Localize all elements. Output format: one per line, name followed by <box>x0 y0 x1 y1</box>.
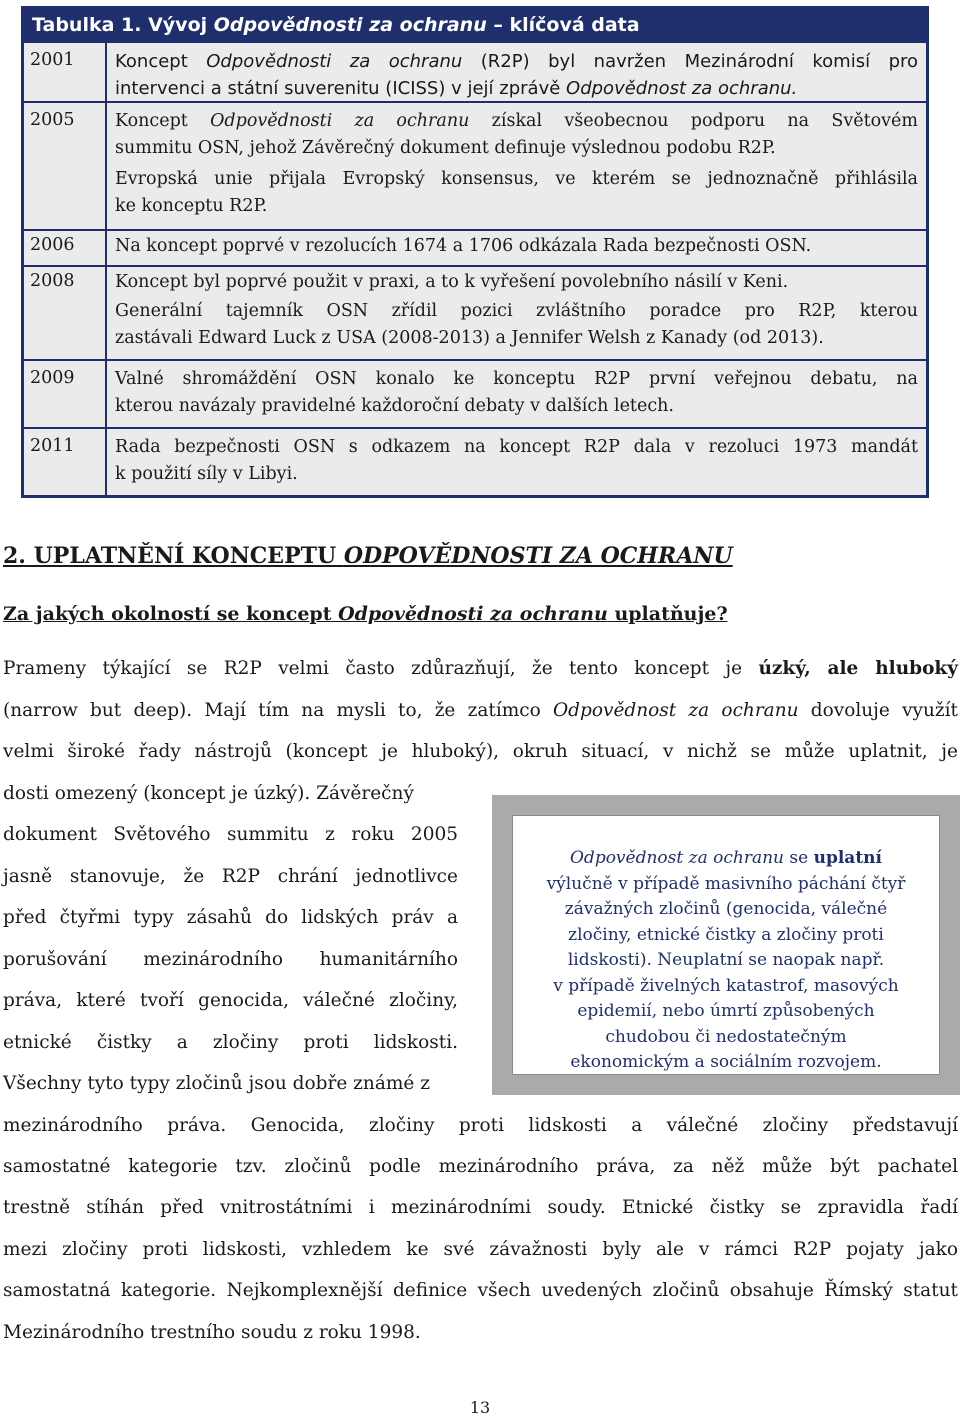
question-text: Za jakých okolností se koncept <box>3 603 339 625</box>
event-line: kterou navázaly pravidelné každoroční debaty v dalších letech. <box>115 396 674 416</box>
year-cell: 2009 <box>24 361 107 427</box>
event-line <box>115 75 918 102</box>
year-cell: 2011 <box>24 429 107 495</box>
heading-text: 2. UPLATNĚNÍ KONCEPTU <box>3 543 344 569</box>
year-cell: 2005 <box>24 103 107 229</box>
bold-text: úzký, ale hluboký <box>758 658 958 679</box>
event-cell <box>107 43 926 108</box>
question-italic: Odpovědnosti za ochranu <box>338 603 608 625</box>
paragraph-line: mezinárodního práva. Genocida, zločiny proti lidskosti a válečné zločiny představují <box>3 1115 958 1136</box>
event-line: Generální tajemník OSN zřídil pozici zvláštního poradce pro R2P, kterou <box>115 301 918 321</box>
year-cell: 2001 <box>24 43 107 101</box>
event-line: k použití síly v Libyi. <box>115 464 298 484</box>
callout-line: závažných zločinů (genocida, válečné <box>564 899 888 919</box>
event-cell <box>107 103 926 164</box>
section-heading <box>3 543 733 569</box>
callout-line: ekonomickým a sociálním rozvojem. <box>570 1052 882 1072</box>
table-row <box>24 101 926 229</box>
heading-italic: ODPOVĚDNOSTI ZA OCHRANU <box>343 543 733 569</box>
paragraph-line: Mezinárodního trestního soudu z roku 1998. <box>3 1322 421 1343</box>
paragraph-line: dosti omezený (koncept je úzký). Závěrečný <box>3 783 414 804</box>
text: dovoluje využít <box>798 700 958 721</box>
italic-text: Odpovědnosti za ochranu <box>206 51 463 72</box>
table-row <box>24 359 926 427</box>
event-line: ke konceptu R2P. <box>115 196 268 216</box>
event-line: Valné shromáždění OSN konalo ke konceptu R2P první veřejnou debatu, na <box>115 369 918 389</box>
paragraph-line: porušování mezinárodního humanitárního <box>3 949 458 970</box>
key-dates-table <box>21 6 929 498</box>
event-line <box>115 108 918 135</box>
table-row <box>24 265 926 359</box>
paragraph-line: před čtyřmi typy zásahů do lidských práv a <box>3 907 458 928</box>
text: Koncept <box>115 51 207 72</box>
text: (narrow but deep). Mají tím na mysli to, že zatímco <box>3 700 553 721</box>
paragraph-line <box>3 697 958 725</box>
table-row <box>24 41 926 101</box>
year-cell: 2008 <box>24 267 107 359</box>
table-title <box>24 9 926 41</box>
paragraph-line: práva, které tvoří genocida, válečné zločiny, <box>3 990 458 1011</box>
paragraph-line: jasně stanovuje, že R2P chrání jednotlivce <box>3 866 458 887</box>
callout-line: lidskosti). Neuplatní se naopak např. <box>567 950 885 970</box>
table-row <box>24 427 926 495</box>
italic-text: Odpovědnost za ochranu. <box>566 78 798 99</box>
event-line: summitu OSN, jehož Závěrečný dokument definuje výslednou podobu R2P. <box>115 138 776 158</box>
paragraph-line: samostatná kategorie. Nejkomplexnější definice všech uvedených zločinů obsahuje Římský statut <box>3 1280 958 1301</box>
paragraph-line: dokument Světového summitu z roku 2005 <box>3 824 458 845</box>
event-line: Na koncept poprvé v rezolucích 1674 a 1706 odkázala Rada bezpečnosti OSN. <box>115 236 812 256</box>
callout-line: v případě živelných katastrof, masových <box>553 975 899 996</box>
table-title-text: Tabulka 1. Vývoj <box>32 14 214 36</box>
text: (R2P) byl navržen Mezinárodní komisí pro <box>462 51 919 72</box>
callout-line: chudobou či nedostatečným <box>605 1026 847 1047</box>
event-line: Evropská unie přijala Evropský konsensus, ve kterém se jednoznačně přihlásila <box>115 169 918 189</box>
paragraph-line: etnické čistky a zločiny proti lidskosti. <box>3 1032 458 1053</box>
callout-line: výlučně v případě masivního páchání čtyř <box>546 873 906 894</box>
event-cell <box>107 164 926 226</box>
table-title-italic: Odpovědnosti za ochranu <box>213 14 487 36</box>
italic-text: Odpovědnost za ochranu <box>553 700 799 721</box>
event-line: Rada bezpečnosti OSN s odkazem na koncept R2P dala v rezoluci 1973 mandát <box>115 437 918 457</box>
event-cell <box>107 298 926 358</box>
text: se <box>784 848 814 868</box>
callout-line: epidemií, nebo úmrtí způsobených <box>577 1001 875 1021</box>
paragraph-line <box>3 655 958 683</box>
page-number: 13 <box>469 1398 491 1417</box>
event-cell <box>107 429 926 494</box>
event-line: zastávali Edward Luck z USA (2008-2013) a Jennifer Welsh z Kanady (od 2013). <box>115 328 824 348</box>
bold-text: uplatní <box>813 848 882 868</box>
year-cell: 2006 <box>24 231 107 265</box>
section-question <box>3 603 728 625</box>
table-title-rest: – klíčová data <box>486 14 640 36</box>
table-row <box>24 229 926 265</box>
italic-text: Odpovědnosti za ochranu <box>210 111 470 131</box>
event-cell <box>107 361 926 426</box>
question-rest: uplatňuje? <box>607 603 728 625</box>
paragraph-line: Všechny tyto typy zločinů jsou dobře známé z <box>3 1073 430 1094</box>
callout-content <box>512 815 940 1075</box>
text: získal všeobecnou podporu na Světovém <box>469 111 918 131</box>
italic-text: Odpovědnost za ochranu <box>570 848 784 868</box>
event-cell <box>107 267 926 298</box>
paragraph-line: trestně stíhán před vnitrostátními i mezinárodními soudy. Etnické čistky se zpravidla řadí <box>3 1197 958 1218</box>
paragraph-line: samostatné kategorie tzv. zločinů podle mezinárodního práva, za něž může být pachatel <box>3 1156 958 1177</box>
event-line <box>115 48 918 75</box>
text: Koncept <box>115 111 211 131</box>
callout-line: zločiny, etnické čistky a zločiny proti <box>568 924 884 945</box>
event-line: Koncept byl poprvé použit v praxi, a to k vyřešení povolebního násilí v Keni. <box>115 272 789 292</box>
event-cell <box>107 231 926 266</box>
paragraph-line: mezi zločiny proti lidskosti, vzhledem ke své závažnosti byly ale v rámci R2P pojaty jako <box>3 1239 958 1260</box>
callout-box <box>492 795 960 1095</box>
paragraph-line: velmi široké řady nástrojů (koncept je hluboký), okruh situací, v nichž se může uplatnit, je <box>3 741 958 762</box>
text: intervenci a státní suverenitu (ICISS) v její zprávě <box>115 78 567 99</box>
text: Prameny týkající se R2P velmi často zdůrazňují, že tento koncept je <box>3 658 759 679</box>
callout-line <box>513 846 939 872</box>
